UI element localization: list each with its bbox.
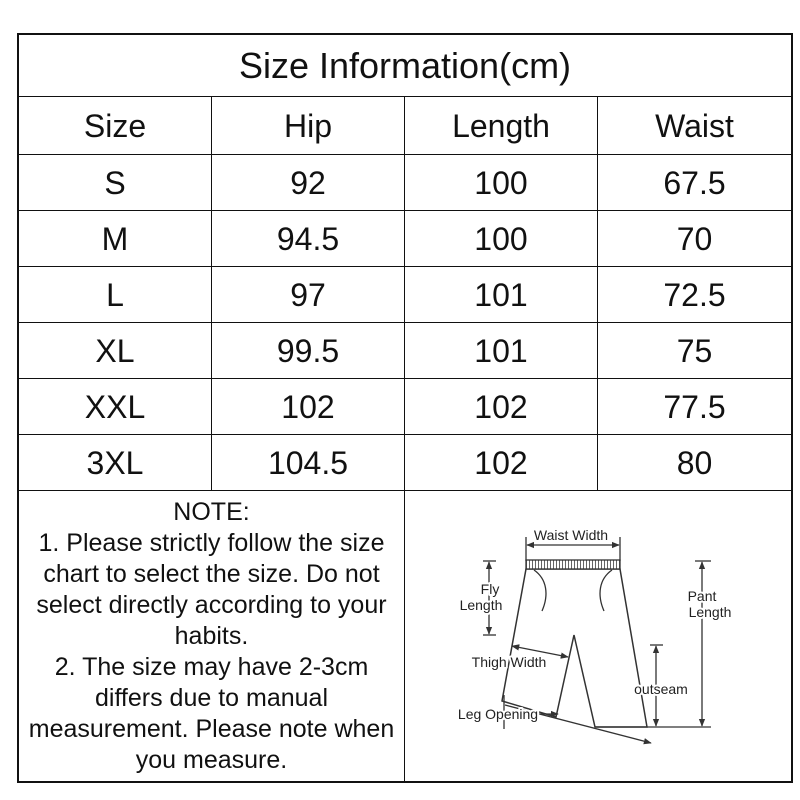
size-chart (17, 33, 793, 783)
cell-waist: 80 (676, 444, 713, 481)
cell-waist: 77.5 (663, 388, 726, 425)
cell-size: 3XL (19, 435, 212, 490)
cell-length: 101 (405, 267, 598, 322)
waistband (526, 560, 620, 569)
cell-length: 102 (405, 435, 598, 490)
cell-hip: 104.5 (212, 435, 405, 490)
cell-hip: 94.5 (212, 211, 405, 266)
note-line: you measure. (135, 746, 288, 774)
table-row (19, 379, 791, 435)
cell-hip: 99.5 (212, 323, 405, 378)
cell-waist: 67.5 (663, 164, 726, 201)
note-line: measurement. Please note when (28, 715, 395, 743)
table-row (19, 211, 791, 267)
bottom-row (19, 491, 791, 781)
cell-size: L (19, 267, 212, 322)
cell-length: 100 (405, 211, 598, 266)
outseam-label: outseam (634, 681, 688, 697)
cell-hip: 92 (212, 155, 405, 210)
note-line: select directly according to your (36, 591, 387, 619)
header-row (19, 97, 791, 155)
header-length: Length (405, 97, 598, 154)
cell-size: XL (19, 323, 212, 378)
cell-size: M (19, 211, 212, 266)
cell-hip: 97 (212, 267, 405, 322)
note-line: chart to select the size. Do not (43, 560, 380, 588)
chart-title: Size Information(cm) (238, 44, 572, 86)
table-row (19, 155, 791, 211)
table-row (19, 323, 791, 379)
cell-size: XXL (19, 379, 212, 434)
fly-length-label-line1: Fly (480, 581, 500, 597)
title-row (19, 35, 791, 97)
cell-hip: 102 (212, 379, 405, 434)
pants-diagram (405, 491, 791, 781)
pant-length-label-line2: Length (688, 604, 732, 620)
cell-waist: 72.5 (663, 276, 726, 313)
thigh-width-label: Thigh Width (471, 654, 547, 670)
header-size: Size (19, 97, 212, 154)
note-line: 2. The size may have 2-3cm (54, 653, 369, 681)
cell-size: S (19, 155, 212, 210)
pant-length-label-line1: Pant (687, 588, 717, 604)
diagram-cell (405, 491, 791, 781)
note-title: NOTE: (173, 498, 250, 526)
header-waist: Waist (655, 107, 734, 144)
waist-width-label: Waist Width (533, 527, 609, 543)
leg-opening-label: Leg Opening (457, 706, 539, 722)
table-row (19, 435, 791, 491)
cell-length: 102 (405, 379, 598, 434)
size-note (19, 491, 405, 781)
cell-waist: 75 (676, 332, 713, 369)
note-line: habits. (174, 622, 249, 650)
cell-length: 101 (405, 323, 598, 378)
note-line: differs due to manual (94, 684, 329, 712)
cell-length: 100 (405, 155, 598, 210)
fly-length-label-line2: Length (459, 597, 503, 613)
cell-waist: 70 (676, 220, 713, 257)
note-line: 1. Please strictly follow the size (38, 529, 385, 557)
header-hip: Hip (212, 97, 405, 154)
table-row (19, 267, 791, 323)
